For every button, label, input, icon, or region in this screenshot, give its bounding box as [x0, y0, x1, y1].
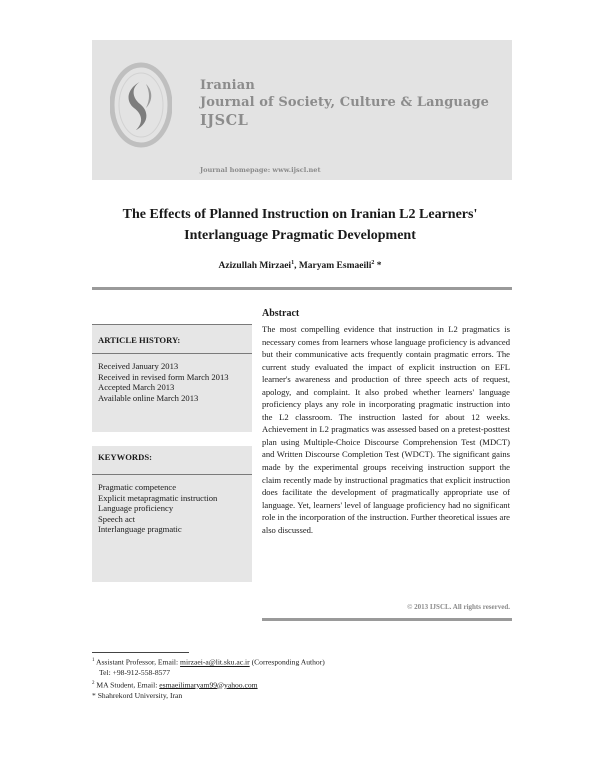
footnote-1-telephone: Tel: +98-912-558-8577 — [99, 668, 171, 678]
abstract-divider — [262, 618, 512, 621]
abstract-body: The most compelling evidence that instruction in L2 pragmatics is necessary comes from learners whose language proficiency is advanced but their communicative acts frequently contain pragmatic errors. The current study evaluated the impact of explicit instruction on EFL learner's awareness and production of three speech acts of request, apology, and complaint. It also probed whether learners' language proficiency plays any role in incorporating pragmatic instruction into the L2 classroom. The instruction lasted for about 12 weeks. Achievement in L2 pragmatics was assessed based on a pretest-posttest plan using Multiple-Choice Discourse Comprehension Test (MDCT) and Written Discourse Completion Test (WDCT). The significant gains made by the experimental groups receiving instruction support the claim recently made by instructional pragmatics that explicit instruction does facilitate the development of pragmatically appropriate use of language. Yet, learners' level of language proficiency had no significant role in the incorporation of the instruction. Further theoretical issues are also discussed. — [262, 324, 510, 535]
journal-logo-icon — [110, 62, 172, 148]
keywords-box — [92, 446, 252, 582]
keyword-item: Interlanguage pragmatic — [98, 524, 182, 534]
journal-banner — [92, 40, 512, 180]
keywords-list — [92, 475, 252, 535]
article-title — [60, 204, 540, 246]
author-list — [100, 260, 500, 271]
footnote-rule — [92, 652, 189, 653]
abstract-heading: Abstract — [262, 308, 300, 319]
history-accepted: Accepted March 2013 — [98, 382, 175, 392]
author-2-name: Maryam Esmaeili — [298, 261, 372, 272]
article-history-heading: ARTICLE HISTORY: — [92, 324, 252, 354]
article-history-list — [92, 354, 252, 403]
journal-name-line1: Iranian — [200, 78, 256, 93]
footnote-1-prefix: Assistant Professor, Email: — [94, 657, 181, 667]
footnote-2-prefix: MA Student, Email: — [94, 680, 160, 690]
author-1-mark: 1 — [291, 260, 295, 266]
history-received: Received January 2013 — [98, 361, 179, 371]
author-2-mark: 2 — [371, 260, 375, 266]
journal-homepage: Journal homepage: www.ijscl.net — [200, 166, 321, 174]
author-1-name: Azizullah Mirzaei — [218, 261, 292, 272]
footnote-1-suffix: (Corresponding Author) — [249, 657, 325, 667]
keyword-item: Language proficiency — [98, 503, 174, 513]
keyword-item: Speech act — [98, 513, 135, 524]
author-2-suffix: * — [374, 261, 382, 272]
footnote-2 — [92, 679, 325, 691]
footnote-2-mark: 2 — [92, 680, 95, 686]
history-top-rule — [92, 324, 252, 325]
history-online: Available online March 2013 — [98, 392, 199, 403]
footnote-affiliation: * Shahrekord University, Iran — [92, 690, 183, 700]
journal-name-line2: Journal of Society, Culture & Language — [200, 95, 490, 110]
journal-name — [200, 77, 489, 130]
footnote-1-mark: 1 — [92, 658, 95, 663]
author-1-email-link[interactable]: mirzaei-a@lit.sku.ac.ir — [180, 657, 250, 667]
keyword-item: Pragmatic competence — [98, 482, 177, 492]
keywords-heading: KEYWORDS: — [92, 446, 252, 475]
article-history-box — [92, 324, 252, 432]
author-separator: , — [294, 261, 299, 272]
author-2-email-link[interactable]: esmaeilimaryam99@yahoo.com — [159, 680, 258, 690]
header-divider — [92, 287, 512, 290]
footnotes — [92, 656, 325, 701]
title-line-2: Interlanguage Pragmatic Development — [184, 228, 416, 243]
footnote-1 — [92, 656, 325, 668]
copyright-notice: © 2013 IJSCL. All rights reserved. — [407, 603, 510, 611]
history-revised: Received in revised form March 2013 — [98, 371, 229, 382]
keyword-item: Explicit metapragmatic instruction — [98, 492, 218, 503]
journal-acronym: IJSCL — [200, 112, 249, 129]
title-line-1: The Effects of Planned Instruction on Iranian L2 Learners' — [122, 207, 478, 222]
